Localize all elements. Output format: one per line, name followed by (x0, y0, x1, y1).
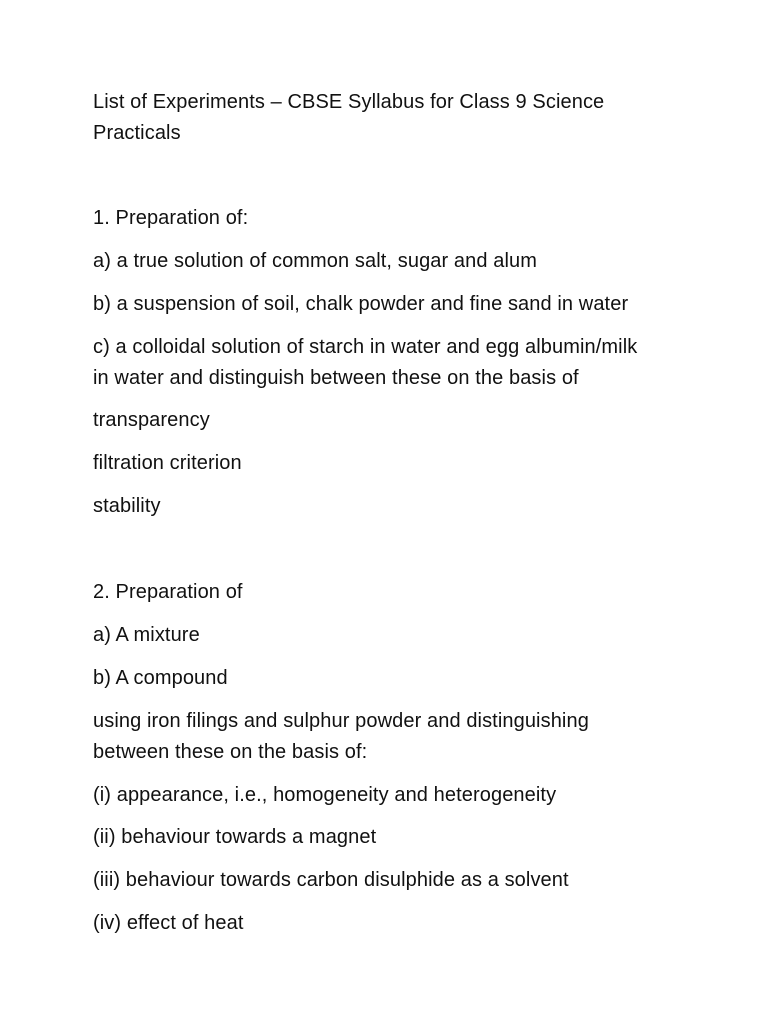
section-1-item-a: a) a true solution of common salt, sugar and alum (93, 250, 538, 272)
section-2-description-line-2: between these on the basis of: (93, 741, 368, 763)
section-1-item-c-line-2: in water and distinguish between these on the basis of (93, 367, 579, 389)
section-1-criterion: filtration criterion (93, 452, 242, 474)
section-1-criterion: stability (93, 495, 161, 517)
section-2-item-b: b) A compound (93, 667, 228, 689)
section-2-description-line-1: using iron filings and sulphur powder and distinguishing (93, 710, 589, 732)
section-2-item-a: a) A mixture (93, 624, 200, 646)
section-1-item-c-line-1: c) a colloidal solution of starch in water and egg albumin/milk (93, 336, 638, 358)
section-1-criterion: transparency (93, 409, 210, 431)
section-1-item-b: b) a suspension of soil, chalk powder and fine sand in water (93, 293, 629, 315)
section-2-criterion: (ii) behaviour towards a magnet (93, 826, 377, 848)
section-2-criterion: (iii) behaviour towards carbon disulphide as a solvent (93, 869, 569, 891)
section-2-heading: 2. Preparation of (93, 581, 243, 603)
section-1-heading: 1. Preparation of: (93, 207, 249, 229)
document-title-line-2: Practicals (93, 122, 181, 144)
section-2-criterion: (i) appearance, i.e., homogeneity and heterogeneity (93, 784, 557, 806)
section-2-criterion: (iv) effect of heat (93, 912, 244, 934)
document-title-line-1: List of Experiments – CBSE Syllabus for Class 9 Science (93, 91, 605, 113)
